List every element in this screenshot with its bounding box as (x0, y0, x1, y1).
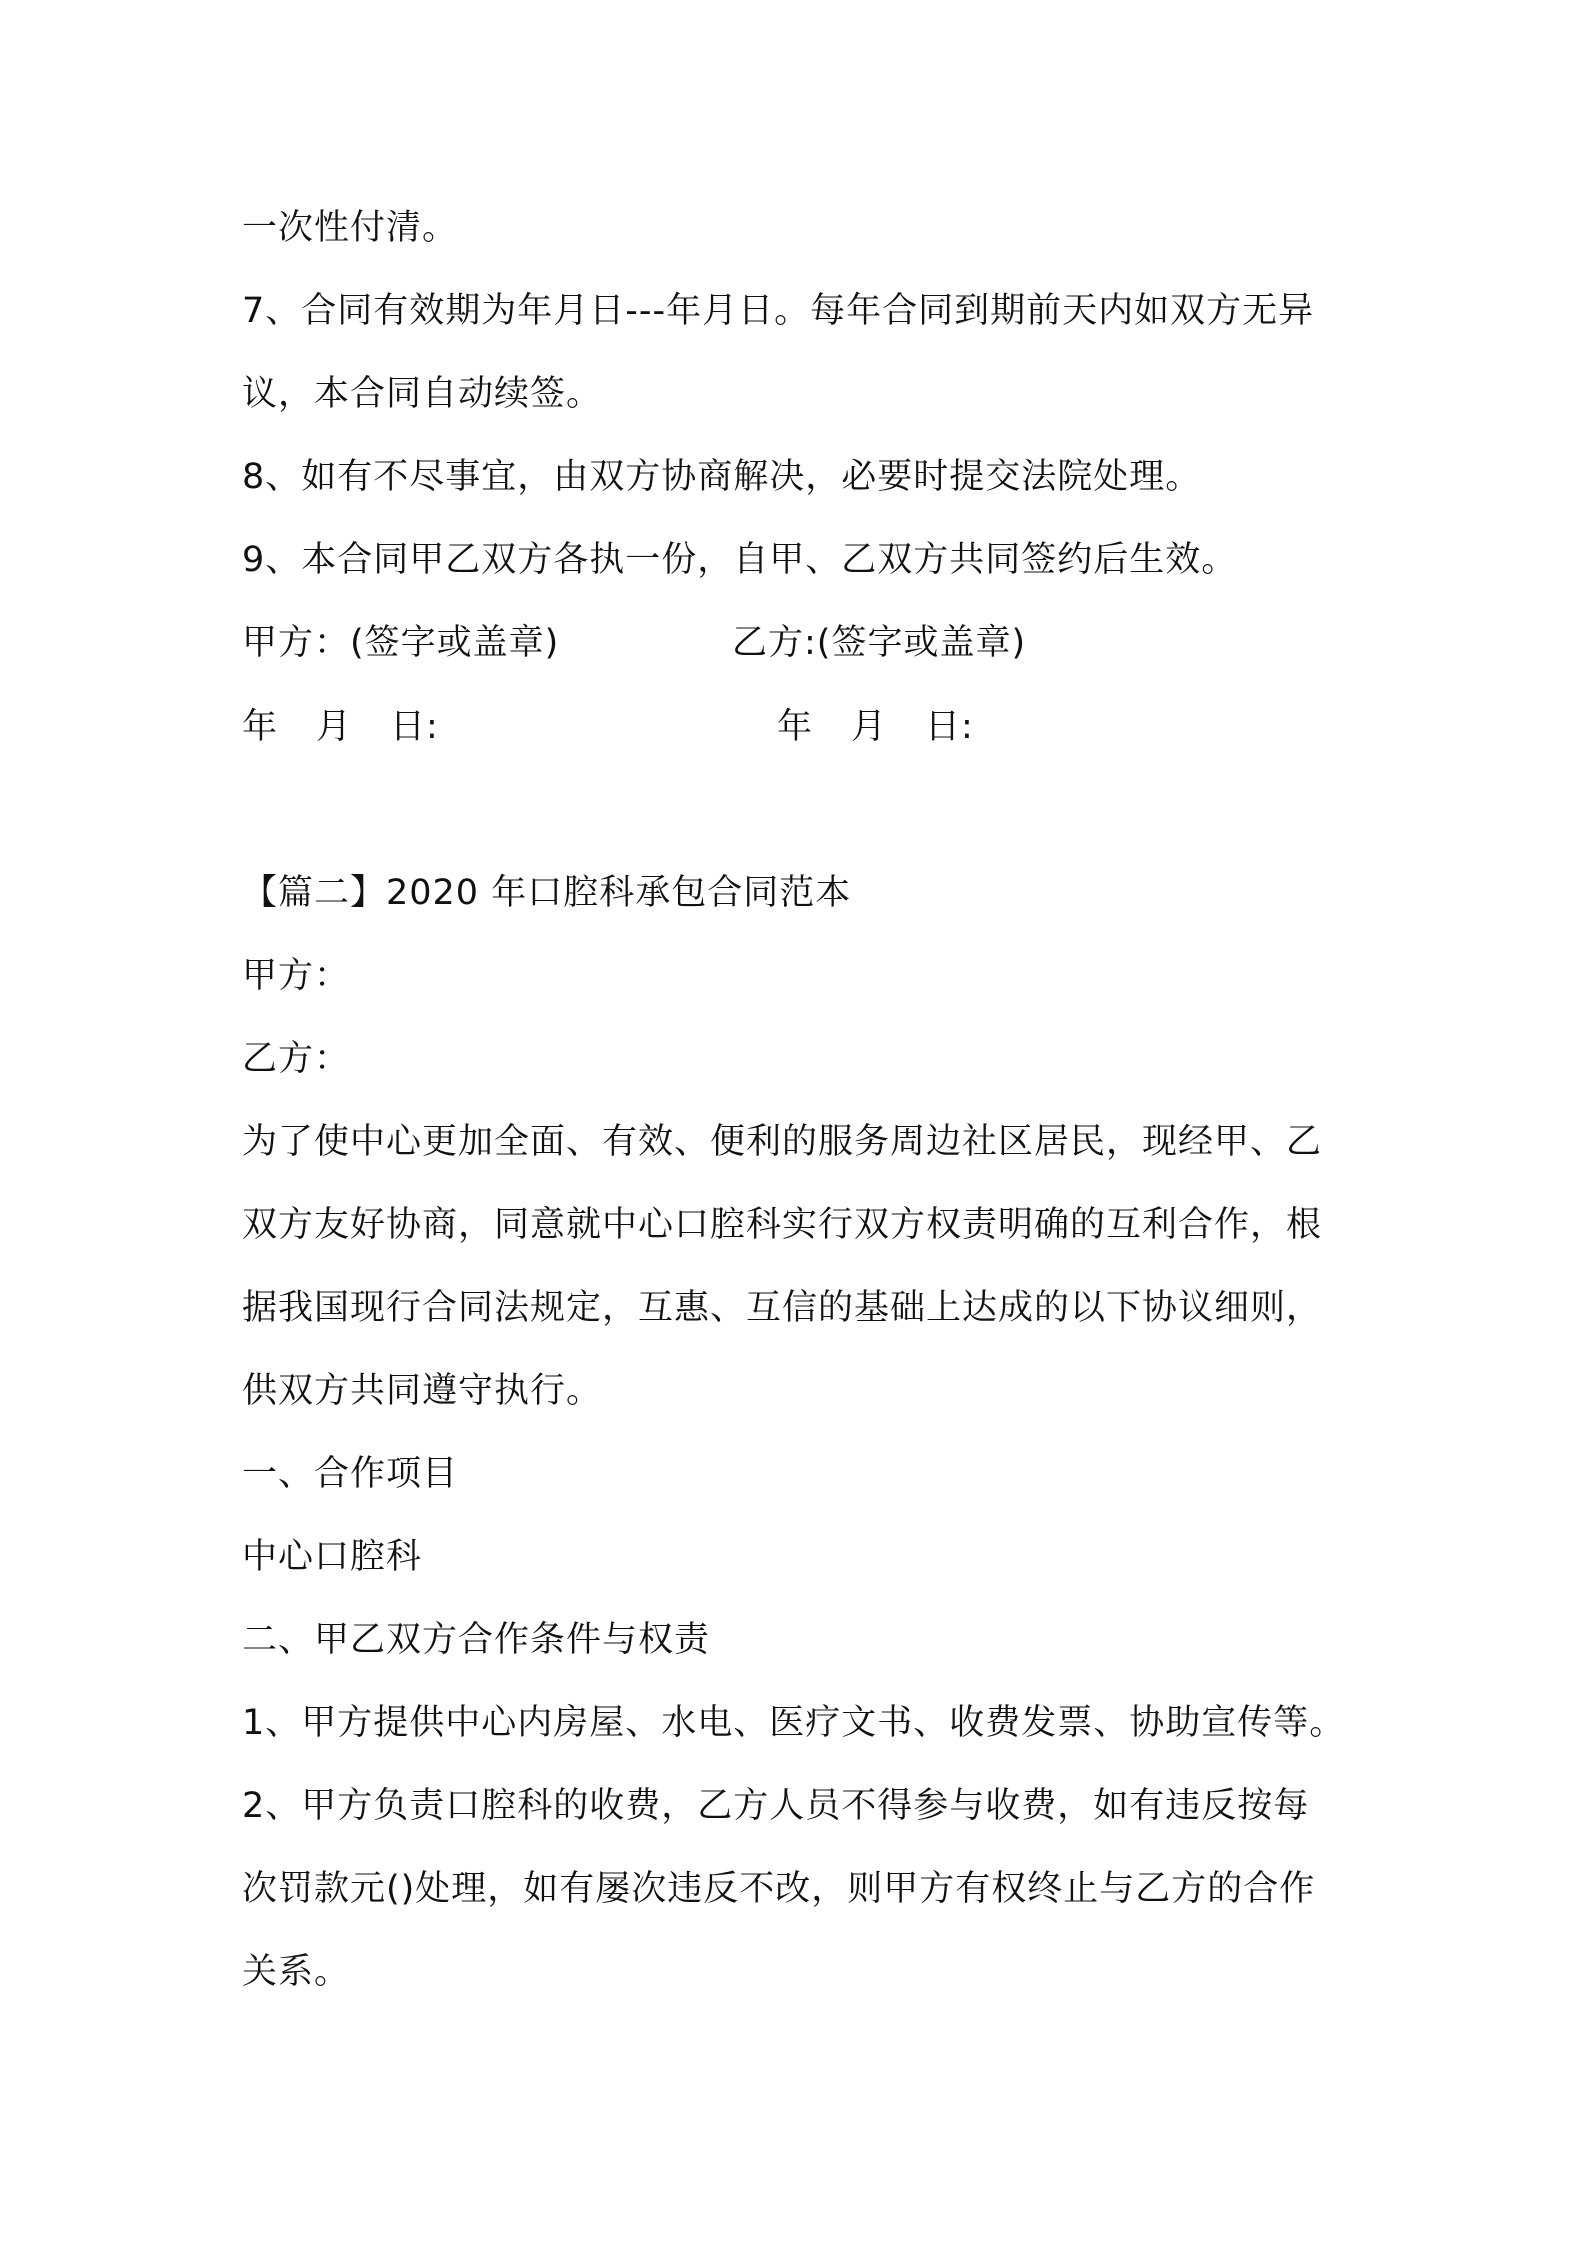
signature-party-a: 甲方：(签字或盖章) (242, 623, 560, 663)
date-day-label: 日: (390, 707, 439, 747)
intro-line-3: 据我国现行合同法规定，互惠、互信的基础上达成的以下协议细则， (242, 1288, 1323, 1328)
intro-line-2: 双方友好协商，同意就中心口腔科实行双方权责明确的互利合作，根 (242, 1205, 1323, 1245)
date-party-b (777, 705, 974, 749)
date-row (242, 705, 974, 749)
section-2-title: 二、甲乙双方合作条件与权责 (242, 1620, 711, 1660)
signature-row (242, 621, 1027, 665)
date-party-a (242, 707, 439, 747)
text-line: 一次性付清。 (242, 208, 459, 248)
date-month-label: 月 (851, 707, 888, 747)
item-2-line-3: 关系。 (242, 1952, 351, 1992)
section-heading: 【篇二】2020 年口腔科承包合同范本 (242, 873, 852, 913)
signature-party-b: 乙方:(签字或盖章) (732, 623, 1027, 663)
date-day-label: 日: (925, 707, 974, 747)
item-1: 1、甲方提供中心内房屋、水电、医疗文书、收费发票、协助宣传等。 (242, 1703, 1346, 1743)
item-2-line-1: 2、甲方负责口腔科的收费，乙方人员不得参与收费，如有违反按每 (242, 1786, 1310, 1826)
section-1-body: 中心口腔科 (242, 1537, 423, 1577)
party-b-label: 乙方： (242, 1039, 351, 1079)
clause-7-line-1: 7、合同有效期为年月日---年月日。每年合同到期前天内如双方无异 (242, 291, 1315, 331)
clause-7-line-2: 议，本合同自动续签。 (242, 374, 603, 414)
party-a-label: 甲方： (242, 956, 351, 996)
date-year-label: 年 (242, 707, 279, 747)
clause-9: 9、本合同甲乙双方各执一份，自甲、乙双方共同签约后生效。 (242, 540, 1238, 580)
item-2-line-2: 次罚款元()处理，如有屡次违反不改，则甲方有权终止与乙方的合作 (242, 1869, 1316, 1909)
intro-line-1: 为了使中心更加全面、有效、便利的服务周边社区居民，现经甲、乙 (242, 1122, 1323, 1162)
intro-line-4: 供双方共同遵守执行。 (242, 1371, 603, 1411)
date-month-label: 月 (316, 707, 353, 747)
section-1-title: 一、合作项目 (242, 1454, 459, 1494)
clause-8: 8、如有不尽事宜，由双方协商解决，必要时提交法院处理。 (242, 457, 1202, 497)
date-year-label: 年 (777, 707, 814, 747)
